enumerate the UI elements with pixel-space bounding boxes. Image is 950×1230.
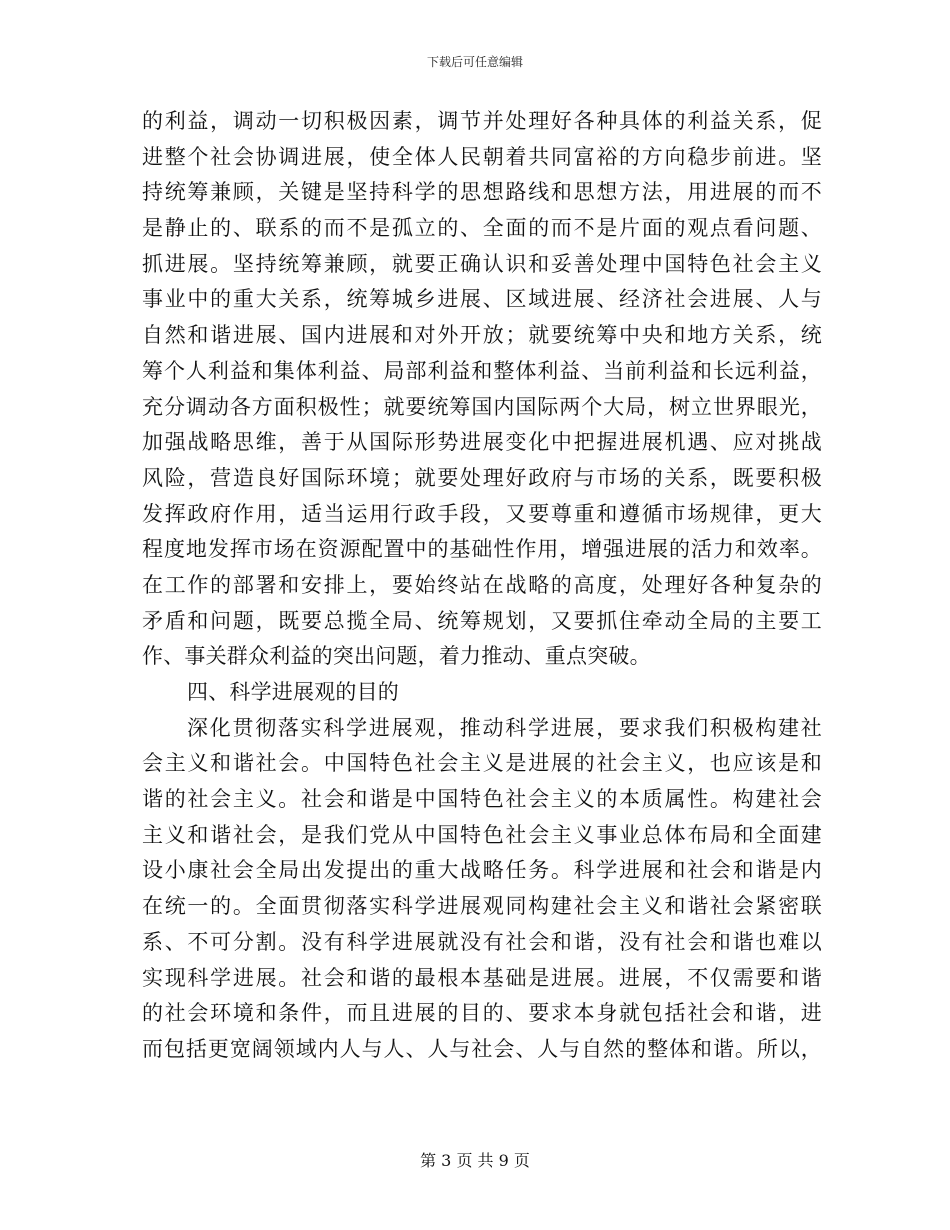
paragraph-line: 程度地发挥市场在资源配置中的基础性作用，增强进展的活力和效率。 [142,537,822,562]
paragraph-line: 筹个人利益和集体利益、局部利益和整体利益、当前利益和长远利益， [142,358,822,383]
paragraph-line: 作、事关群众利益的突出问题，着力推动、重点突破。 [142,644,651,669]
paragraph-line: 谐的社会主义。社会和谐是中国特色社会主义的本质属性。构建社会 [142,787,822,812]
paragraph-line: 加强战略思维，善于从国际形势进展变化中把握进展机遇、应对挑战 [142,430,822,455]
paragraph-line: 事业中的重大关系，统筹城乡进展、区域进展、经济社会进展、人与 [142,287,822,312]
paragraph-line: 的利益，调动一切积极因素，调节并处理好各种具体的利益关系，促 [142,109,822,133]
paragraph-line: 设小康社会全局出发提出的重大战略任务。科学进展和社会和谐是内 [142,858,822,883]
paragraph-line: 的社会环境和条件，而且进展的目的、要求本身就包括社会和谐，进 [142,1001,822,1026]
page-number: 第 3 页 共 9 页 [420,1151,530,1170]
paragraph-line: 风险，营造良好国际环境；就要处理好政府与市场的关系，既要积极 [142,465,822,490]
paragraph-line: 深化贯彻落实科学进展观，推动科学进展，要求我们积极构建社 [187,715,822,740]
paragraph-line: 矛盾和问题，既要总揽全局、统筹规划，又要抓住牵动全局的主要工 [142,608,822,633]
paragraph-line: 进整个社会协调进展，使全体人民朝着共同富裕的方向稳步前进。坚 [142,144,822,169]
paragraph-line: 充分调动各方面积极性；就要统筹国内国际两个大局，树立世界眼光， [142,394,822,419]
section-heading: 四、科学进展观的目的 [187,680,399,704]
paragraph-line: 是静止的、联系的而不是孤立的、全面的而不是片面的观点看问题、 [142,216,822,241]
paragraph-line: 系、不可分割。没有科学进展就没有社会和谐，没有社会和谐也难以 [142,929,822,954]
paragraph-line: 持统筹兼顾，关键是坚持科学的思想路线和思想方法，用进展的而不 [142,180,822,205]
paragraph-line: 自然和谐进展、国内进展和对外开放；就要统筹中央和地方关系，统 [142,323,822,348]
paragraph-line: 在统一的。全面贯彻落实科学进展观同构建社会主义和谐社会紧密联 [142,894,822,919]
paragraph-line: 在工作的部署和安排上，要始终站在战略的高度，处理好各种复杂的 [142,572,822,597]
paragraph-line: 主义和谐社会，是我们党从中国特色社会主义事业总体布局和全面建 [142,822,822,847]
paragraph-line: 实现科学进展。社会和谐的最根本基础是进展。进展，不仅需要和谐 [142,965,822,990]
paragraph-line: 抓进展。坚持统筹兼顾，就要正确认识和妥善处理中国特色社会主义 [142,251,822,276]
paragraph-line: 而包括更宽阔领域内人与人、人与社会、人与自然的整体和谐。所以， [142,1036,822,1061]
paragraph-line: 发挥政府作用，适当运用行政手段，又要尊重和遵循市场规律，更大 [142,501,822,526]
document-body [142,104,822,1068]
page-header: 下载后可任意编辑 [426,55,523,69]
paragraph-line: 会主义和谐社会。中国特色社会主义是进展的社会主义，也应该是和 [142,751,822,776]
